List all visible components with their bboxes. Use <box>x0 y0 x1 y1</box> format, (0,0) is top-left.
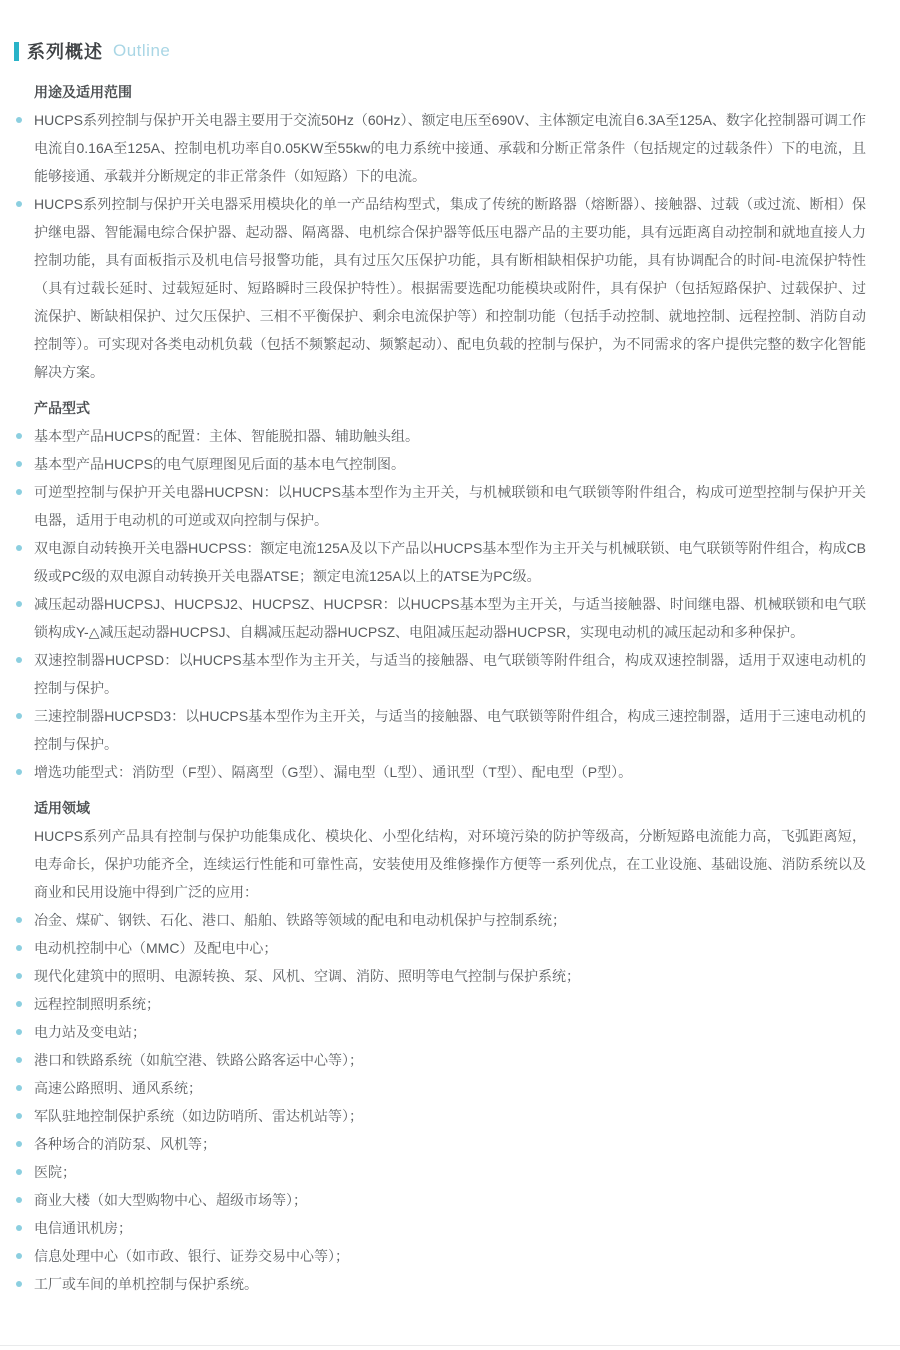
bullet-icon <box>16 1057 22 1063</box>
list-item <box>34 962 866 990</box>
list-item-text: 基本型产品HUCPS的电气原理图见后面的基本电气控制图。 <box>34 456 406 472</box>
bullet-icon <box>16 713 22 719</box>
list-item <box>34 1102 866 1130</box>
list-item-text: 电信通讯机房； <box>34 1220 132 1236</box>
section-types <box>34 394 866 786</box>
list-item <box>34 934 866 962</box>
list-item <box>34 1018 866 1046</box>
bullet-icon <box>16 117 22 123</box>
list-item-text: 增选功能型式：消防型（F型）、隔离型（G型）、漏电型（L型）、通讯型（T型）、配电型（P型）。 <box>34 764 633 780</box>
list-item <box>34 590 866 646</box>
list-item-text: 三速控制器HUCPSD3：以HUCPS基本型作为主开关，与适当的接触器、电气联锁等附件组合，构成三速控制器，适用于三速电动机的控制与保护。 <box>34 708 866 752</box>
list-item-text: 港口和铁路系统（如航空港、铁路公路客运中心等）； <box>34 1052 363 1068</box>
content <box>0 64 900 1298</box>
bullet-icon <box>16 657 22 663</box>
section-heading: 用途及适用范围 <box>34 84 132 100</box>
bullet-icon <box>16 433 22 439</box>
list-item <box>34 1270 866 1298</box>
list-item-text: 各种场合的消防泵、风机等； <box>34 1136 216 1152</box>
list-item-text: 商业大楼（如大型购物中心、超级市场等）； <box>34 1192 307 1208</box>
bullet-icon <box>16 489 22 495</box>
list-item-text: 工厂或车间的单机控制与保护系统。 <box>34 1276 258 1292</box>
bullet-icon <box>16 1113 22 1119</box>
list-item <box>34 190 866 386</box>
bullet-icon <box>16 545 22 551</box>
bullet-list <box>34 906 866 1298</box>
section-fields <box>34 794 866 1298</box>
list-item-text: 信息处理中心（如市政、银行、证券交易中心等）； <box>34 1248 349 1264</box>
list-item <box>34 1186 866 1214</box>
list-item-text: 远程控制照明系统； <box>34 996 160 1012</box>
bullet-icon <box>16 461 22 467</box>
bullet-icon <box>16 1029 22 1035</box>
bullet-icon <box>16 1197 22 1203</box>
bullet-list <box>34 422 866 786</box>
bullet-icon <box>16 917 22 923</box>
list-item-text: HUCPS系列控制与保护开关电器主要用于交流50Hz（60Hz）、额定电压至690V、主体额定电流自6.3A至125A、数字化控制器可调工作电流自0.16A至125A、控制电机功率自0.05KW至55kw的电力系统中接通、承载和分断正常条件（包括规定的过载条件）下的电流，且能够接通、承载并分断规定的非正常条件（如短路）下的电流。 <box>34 112 866 184</box>
section-heading: 适用领域 <box>34 800 90 816</box>
list-item <box>34 450 866 478</box>
bullet-icon <box>16 973 22 979</box>
list-item-text: 高速公路照明、通风系统； <box>34 1080 202 1096</box>
list-item <box>34 702 866 758</box>
list-item-text: HUCPS系列控制与保护开关电器采用模块化的单一产品结构型式，集成了传统的断路器（熔断器）、接触器、过载（或过流、断相）保护继电器、智能漏电综合保护器、起动器、隔离器、电机综合保护器等低压电器产品的主要功能，具有远距离自动控制和就地直接人力控制功能，具有面板指示及机电信号报警功能，具有过压欠压保护功能，具有断相缺相保护功能，具有协调配合的时间-电流保护特性（具有过载长延时、过载短延时、短路瞬时三段保护特性）。根据需要选配功能模块或附件，具有保护（包括短路保护、过载保护、过流保护、断缺相保护、过欠压保护、三相不平衡保护、剩余电流保护等）和控制功能（包括手动控制、就地控制、远程控制、消防自动控制等）。可实现对各类电动机负载（包括不频繁起动、频繁起动）、配电负载的控制与保护，为不同需求的客户提供完整的数字化智能解决方案。 <box>34 196 866 380</box>
list-item-text: 双电源自动转换开关电器HUCPSS：额定电流125A及以下产品以HUCPS基本型作为主开关与机械联锁、电气联锁等附件组合，构成CB级或PC级的双电源自动转换开关电器ATSE；额定电流125A以上的ATSE为PC级。 <box>34 540 866 584</box>
bullet-list <box>34 106 866 386</box>
bullet-icon <box>16 1141 22 1147</box>
page-title: 系列概述 <box>27 42 103 62</box>
list-item <box>34 534 866 590</box>
bullet-icon <box>16 769 22 775</box>
section-heading: 产品型式 <box>34 400 90 416</box>
bullet-icon <box>16 1085 22 1091</box>
page-subtitle: Outline <box>113 41 171 60</box>
section-usage <box>34 78 866 386</box>
list-item <box>34 990 866 1018</box>
list-item-text: 电动机控制中心（MMC）及配电中心； <box>34 940 278 956</box>
list-item <box>34 1046 866 1074</box>
list-item-text: 军队驻地控制保护系统（如边防哨所、雷达机站等）； <box>34 1108 363 1124</box>
list-item-text: 可逆型控制与保护开关电器HUCPSN：以HUCPS基本型作为主开关，与机械联锁和电气联锁等附件组合，构成可逆型控制与保护开关电器，适用于电动机的可逆或双向控制与保护。 <box>34 484 866 528</box>
list-item <box>34 1158 866 1186</box>
list-item-text: 减压起动器HUCPSJ、HUCPSJ2、HUCPSZ、HUCPSR：以HUCPS基本型为主开关，与适当接触器、时间继电器、机械联锁和电气联锁构成Y-△减压起动器HUCPSJ、自耦减压起动器HUCPSZ、电阻减压起动器HUCPSR，实现电动机的减压起动和多种保护。 <box>34 596 866 640</box>
list-item <box>34 758 866 786</box>
list-item <box>34 906 866 934</box>
list-item-text: 现代化建筑中的照明、电源转换、泵、风机、空调、消防、照明等电气控制与保护系统； <box>34 968 580 984</box>
list-item <box>34 106 866 190</box>
accent-bar-icon <box>14 42 19 61</box>
list-item <box>34 1214 866 1242</box>
bottom-divider <box>0 1345 900 1346</box>
bullet-icon <box>16 1253 22 1259</box>
list-item-text: 双速控制器HUCPSD：以HUCPS基本型作为主开关，与适当的接触器、电气联锁等附件组合，构成双速控制器，适用于双速电动机的控制与保护。 <box>34 652 866 696</box>
list-item <box>34 1130 866 1158</box>
list-item-text: 电力站及变电站； <box>34 1024 146 1040</box>
bullet-icon <box>16 945 22 951</box>
list-item-text: 冶金、煤矿、钢铁、石化、港口、船舶、铁路等领域的配电和电动机保护与控制系统； <box>34 912 566 928</box>
bullet-icon <box>16 201 22 207</box>
list-item <box>34 646 866 702</box>
page-header <box>14 38 900 64</box>
list-item-text: 基本型产品HUCPS的配置：主体、智能脱扣器、辅助触头组。 <box>34 428 420 444</box>
section-intro: HUCPS系列产品具有控制与保护功能集成化、模块化、小型化结构，对环境污染的防护等级高，分断短路电流能力高，飞弧距离短，电寿命长，保护功能齐全，连续运行性能和可靠性高，安装使用及维修操作方便等一系列优点，在工业设施、基础设施、消防系统以及商业和民用设施中得到广泛的应用： <box>34 828 866 900</box>
bullet-icon <box>16 601 22 607</box>
bullet-icon <box>16 1001 22 1007</box>
list-item <box>34 422 866 450</box>
list-item-text: 医院； <box>34 1164 76 1180</box>
bullet-icon <box>16 1169 22 1175</box>
bullet-icon <box>16 1225 22 1231</box>
bullet-icon <box>16 1281 22 1287</box>
list-item <box>34 1074 866 1102</box>
list-item <box>34 478 866 534</box>
list-item <box>34 1242 866 1270</box>
